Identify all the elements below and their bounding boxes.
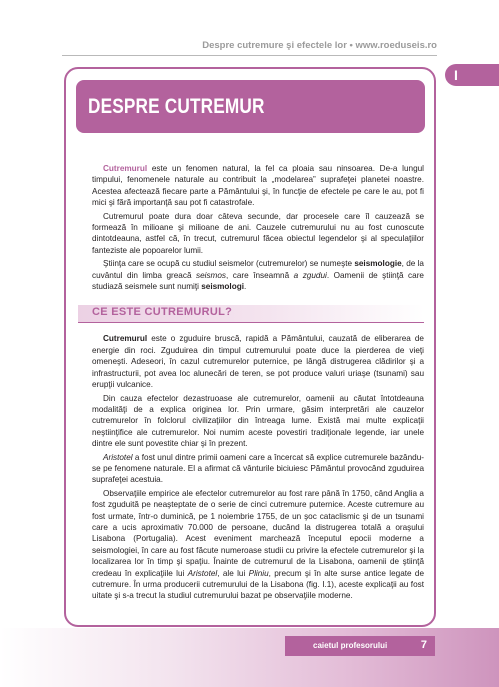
page-title: DESPRE CUTREMUR xyxy=(88,95,265,118)
chapter-tab xyxy=(445,64,499,86)
page-number: 7 xyxy=(420,639,427,651)
intro-paragraph-2: Cutremurul poate dura doar câteva secunde, dar procesele care îl cauzează se formează în milioane şi milioane de ani. Cauzele cutremurului nu au fost cunoscute dintotdeauna, astfel că, în trecut, cutremurul făcea obiectul legendelor şi al speculaţiilor fanteziste ale popoarelor lumii. xyxy=(92,211,424,255)
section-paragraph-1 xyxy=(92,333,424,390)
footer-label: caietul profesorului xyxy=(313,641,388,650)
intro-p3-c: , care înseamnă xyxy=(226,270,294,280)
section-heading: CE ESTE CUTREMURUL? xyxy=(92,306,233,319)
section-paragraph-4 xyxy=(92,488,424,602)
section-p4-a: Observaţiile empirice ale efectelor cutremurelor au fost rare până în 1750, când Anglia a fost zguduită pe neaşteptate de o serie de cinci cutremure puternice. Aceste cutremure au fost urmate, într-o duminică, pe 1 noiembrie 1755, de un şoc cataclismic şi de un tsunami care a ucis aproximativ 70.000 de persoane, ducând la distrugerea totală a oraşului Lisabona (Portugalia). Acest eveniment marchează începutul epocii moderne a seismologiei, în care au fost făcute numeroase studii cu privire la efectele cutremurelor şi la localizarea lor în timp şi spaţiu. Înainte de cutremurul de la Lisabona, oamenii de ştiinţă credeau în explicaţiile lui xyxy=(92,488,424,578)
term-cutremurul: Cutremurul xyxy=(103,164,148,173)
intro-p3-d: . Oamenii de ştiinţă care studiază seismele sunt numiţi xyxy=(92,270,424,292)
intro-paragraph-1 xyxy=(92,163,424,209)
section-p3-text: a fost unul dintre primii oameni care a încercat să explice cutremurele bazându-se pe fenomene naturale. El a afirmat că vânturile biciuiesc Pământul provocând zguduirea suprafeţei acestuia. xyxy=(92,452,424,485)
section-p4-b: , ale lui xyxy=(217,568,249,578)
body-text xyxy=(92,163,424,604)
section-p1-text: este o zguduire bruscă, rapidă a Pământului, cauzată de eliberarea de energie din roci. Zguduirea din timpul cutremurului poate duce la pierderea de vieţi omeneşti. Adeseori, în cazul cutremurelor puternice, pe lângă distrugerea clădirilor şi a infrastructurii, pot avea loc alunecări de teren, se pot produce valuri uriaşe (tsunami) sau erupţii vulcanice. xyxy=(92,334,424,390)
term-seismologie: seismologie xyxy=(354,259,402,269)
section-paragraph-3 xyxy=(92,452,424,486)
intro-p3-a: Ştiinţa care se ocupă cu studiul seismelor (cutremurelor) se numeşte xyxy=(103,259,355,269)
name-pliniu: Pliniu xyxy=(248,568,269,578)
chapter-label: I xyxy=(454,67,458,83)
running-header: Despre cutremure şi efectele lor • www.roeduseis.ro xyxy=(202,40,437,51)
name-aristotel-2: Aristotel xyxy=(187,568,218,578)
section-underline xyxy=(78,322,424,323)
word-a-zgudui: a zgudui xyxy=(293,270,327,280)
footer-bar xyxy=(285,636,435,656)
word-seismos: seismos xyxy=(195,270,227,280)
content-frame xyxy=(64,67,436,627)
header-divider xyxy=(62,55,437,56)
section-paragraph-2: Din cauza efectelor dezastruoase ale cutremurelor, oamenii au căutat întotdeauna modalităţi de a explica originea lor. Prin urmare, găsim interpretări ale cauzelor cutremurelor în folclorul civilizaţiilor din întreaga lume. Există mai multe explicaţii neştiinţifice ale cutremurelor. Noi numim aceste povestiri tradiţionale legende, iar unele dintre ele sunt povestite chiar şi în prezent. xyxy=(92,393,424,449)
term-cutremurul-bold: Cutremurul xyxy=(103,334,148,344)
intro-p3-e: . xyxy=(244,282,247,292)
name-aristotel: Aristotel xyxy=(103,452,133,462)
section-p4-c: , precum şi în alte surse antice legate de cutremure. În urma producerii cutremurului de la Lisabona (fig. I.1), aceste explicaţii au fost uitate şi s-a trecut la studiul cutremurului bazat pe observaţiile moderne. xyxy=(92,568,425,601)
term-seismologi: seismologi xyxy=(201,282,244,292)
intro-p3-b: , de la cuvântul din limba greacă xyxy=(92,259,424,280)
intro-p1-text: este un fenomen natural, la fel ca ploaia sau ninsoarea. De-a lungul timpului, fenomenele naturale au contribuit la „modelarea” suprafeţei planetei noastre. Acestea afectează fiecare parte a Pământului şi, în funcţie de efectele pe care le au, pot fi mici şi fără importanţă sau pot fi catastrofale. xyxy=(92,164,424,208)
section-heading-bar xyxy=(78,305,424,323)
intro-paragraph-3 xyxy=(92,258,424,292)
title-banner xyxy=(76,80,425,133)
